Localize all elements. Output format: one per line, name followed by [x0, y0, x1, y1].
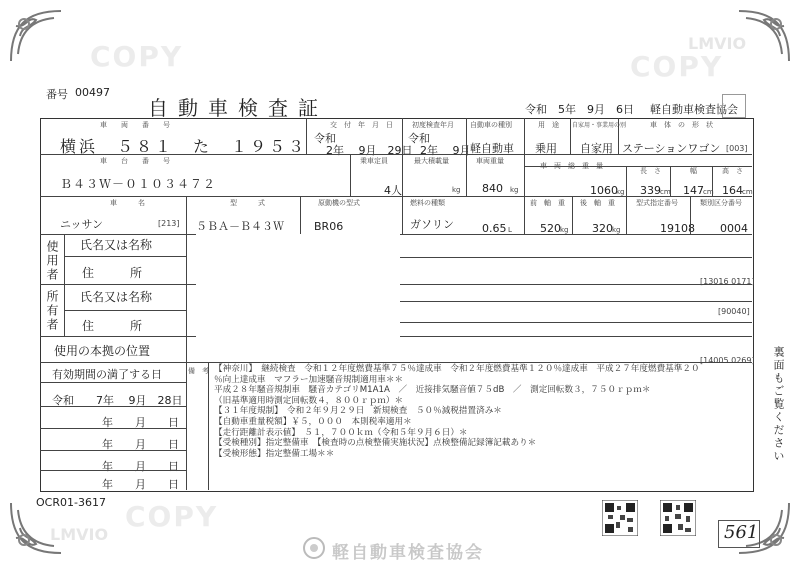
copy-watermark: COPY: [630, 50, 724, 83]
vehicle-weight-unit: kg: [510, 186, 519, 194]
fuel-type-label: 燃料の種類: [410, 199, 445, 207]
engine-model-label: 原動機の型式: [318, 199, 360, 207]
engine-model-value: BR06: [314, 220, 344, 233]
qr-code-right: [660, 500, 696, 536]
issue-era: 令和: [314, 132, 336, 145]
user-address-label: 住 所: [82, 266, 143, 280]
vehicle-type-label: 自動車の種別: [470, 121, 512, 129]
capacity-label: 乗車定員: [360, 157, 388, 165]
seal-stamp: [722, 94, 746, 118]
business-type-value: 自家用: [580, 142, 613, 155]
business-type-label: 自家用・事業用の別: [572, 122, 627, 129]
copy-watermark: COPY: [90, 40, 184, 73]
expiry-blank-row: 年 月 日: [102, 478, 179, 491]
fuel-type-value: ガソリン: [410, 218, 454, 231]
owner-name-label: 氏名又は名称: [80, 290, 153, 304]
body-shape-value: ステーションワゴン: [622, 142, 721, 155]
usage-value: 乗用: [535, 142, 557, 155]
model-value: ５ＢＡ－Ｂ４３Ｗ: [196, 220, 284, 233]
displacement-value: 0.65: [482, 222, 507, 235]
issuer-name: 軽自動車検査協会: [650, 103, 738, 116]
user-code: [13016 0171]: [700, 277, 755, 286]
user-side-label: 使用者: [45, 240, 59, 282]
certificate-number: 00497: [75, 86, 110, 99]
qr-code-left: [602, 500, 638, 536]
body-shape-label: 車 体 の 形 状: [650, 121, 713, 129]
width-label: 幅: [690, 167, 697, 175]
chassis-number: Ｂ４３Ｗ－０１０３４７２: [60, 177, 217, 191]
maker-value: ニッサン: [60, 218, 104, 231]
body-shape-code: [003]: [726, 144, 748, 153]
category-label: 類別区分番号: [700, 199, 742, 207]
height-value: 164: [722, 184, 743, 197]
corner-ornament-top-right: [734, 6, 794, 66]
expiry-era: 令和: [52, 394, 74, 407]
capacity-value: 4人: [384, 184, 402, 197]
chassis-number-label: 車 台 番 号: [100, 157, 170, 165]
usage-label: 用 途: [538, 121, 559, 129]
issue-date-header: 令和 5年 9月 6日: [525, 103, 634, 116]
expiry-blank-row: 年 月 日: [102, 438, 179, 451]
redacted-area: [196, 234, 400, 362]
front-axle-label: 前 軸 重: [530, 199, 565, 207]
copy-watermark: COPY: [125, 500, 219, 533]
gross-weight-label: 車 両 総 重 量: [540, 162, 603, 170]
issue-date-label: 交 付 年 月 日: [330, 121, 393, 129]
displacement-unit: L: [508, 226, 512, 234]
max-load-label: 最大積載量: [414, 157, 449, 165]
type-approval-value: 19108: [660, 222, 695, 235]
owner-address-label: 住 所: [82, 319, 143, 333]
model-label: 型 式: [230, 199, 265, 207]
height-label: 高 さ: [722, 167, 743, 175]
width-unit: cm: [703, 188, 714, 196]
page-title: 自動車検査証: [148, 96, 328, 120]
org-logo-icon: [302, 536, 326, 560]
rear-axle-value: 320: [592, 222, 613, 235]
expiry-blank-row: 年 月 日: [102, 460, 179, 473]
vehicle-weight-value: 840: [482, 182, 503, 195]
maker-code: [213]: [158, 219, 180, 228]
vehicle-weight-label: 車両重量: [476, 157, 504, 165]
front-axle-value: 520: [540, 222, 561, 235]
type-approval-label: 型式指定番号: [636, 199, 678, 207]
rear-axle-label: 後 軸 重: [580, 199, 615, 207]
length-unit: cm: [660, 188, 671, 196]
width-value: 147: [683, 184, 704, 197]
brand-watermark: LMVIO: [50, 525, 109, 544]
gross-weight-value: 1060: [590, 184, 618, 197]
height-unit: cm: [742, 188, 753, 196]
expiry-blank-row: 年 月 日: [102, 416, 179, 429]
issue-date-value: 2年 9月 29日: [326, 144, 413, 157]
side-note: 裏面もご覧ください: [772, 346, 785, 463]
number-label: 番号: [46, 88, 68, 101]
length-value: 339: [640, 184, 661, 197]
owner-side-label: 所有者: [45, 290, 59, 332]
ocr-code: OCR01-3617: [36, 496, 106, 509]
org-watermark: 軽自動車検査協会: [332, 543, 484, 563]
first-registration-date: 2年 9月: [420, 144, 471, 157]
corner-ornament-top-left: [6, 6, 66, 66]
user-name-label: 氏名又は名称: [80, 238, 153, 252]
gross-weight-unit: kg: [616, 188, 625, 196]
maker-label: 車 名: [110, 199, 145, 207]
first-registration-label: 初度検査年月: [412, 121, 454, 129]
base-location-label: 使用の本拠の位置: [54, 344, 151, 358]
owner-code: [90040]: [718, 307, 750, 316]
remarks-text: 【神奈川】 継続検査 令和１２年度燃費基準７５％達成車 令和２年度燃費基準１２０％達成車 平成２７年度燃費基準２０ ％向上達成車 マフラー加速騒音規制適用車＊＊ 平成２８年騒音規制車 騒音カテゴリM1A1A ／ 近接排気騒音値７５dB ／ 測定回転数３，７５０ｒｐｍ＊ （旧基準適用時測定回転数４，８００ｒｐｍ）＊ 【３１年度規制】 令和２年９月２９日 新規検査 ５０％減税措置済み＊ 【自動車重量税額】￥５，０００ 本則税率適用＊ 【走行距離計表示値】 ５１，７００ｋｍ（令和５年９月６日）＊ 【受検種別】指定整備車 【検査時の点検整備実施状況】点検整備記録簿記載あり＊ 【受検形態】指定整備工場＊＊: [214, 364, 700, 459]
expiry-label: 有効期間の満了する日: [52, 368, 162, 381]
rear-axle-unit: kg: [612, 226, 621, 234]
expiry-date: 7年 9月 28日: [96, 394, 183, 407]
vehicle-number-label: 車 両 番 号: [100, 121, 170, 129]
max-load-unit: kg: [452, 186, 461, 194]
base-location-code: [14005 0269]: [700, 356, 755, 365]
length-label: 長 さ: [640, 167, 661, 175]
brand-watermark: LMVIO: [688, 34, 747, 53]
first-registration-era: 令和: [408, 132, 430, 145]
category-value: 0004: [720, 222, 748, 235]
vehicle-type-value: 軽自動車: [470, 142, 514, 155]
vehicle-number: 横浜 ５８１ た １９５３: [60, 137, 308, 156]
remarks-label: 備 考: [188, 367, 209, 375]
handwritten-number: 561: [724, 522, 759, 543]
front-axle-unit: kg: [560, 226, 569, 234]
